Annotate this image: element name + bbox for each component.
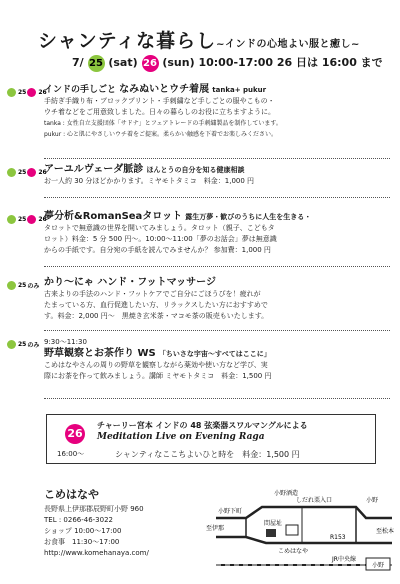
komehanaya-marker <box>286 525 298 535</box>
section-tarot: 夢分析&RomanSeaタロット 露生万夢・歓びのうちに人生を生きる・ タロットで無意識の世界を開いてみましょう。タロット（親子、こどもタ ロット）料金：5 分 500 円～。10:00～11:00「夢のお話会」夢は無意識 からの手紙です。自分宛の手紙を読んでみませんか？ 参加費：1,000 円 <box>44 211 312 254</box>
divider <box>44 398 390 399</box>
day-26-circle: 26 <box>142 55 159 72</box>
page-subtitle: ~インドの心地よい服と癒し~ <box>216 39 360 50</box>
svg-text:こめはなや: こめはなや <box>278 548 309 555</box>
divider <box>44 197 390 198</box>
svg-text:小野下町: 小野下町 <box>218 508 243 515</box>
day-26-circle: 26 <box>65 424 85 444</box>
day-tag: 25 26 <box>7 168 47 177</box>
divider <box>44 266 390 267</box>
access-map <box>206 485 396 573</box>
divider <box>44 330 390 331</box>
svg-text:問屋址: 問屋址 <box>264 520 283 527</box>
svg-text:至松本: 至松本 <box>376 528 395 535</box>
concert-box: 26 チャーリー宮本 インドの 48 弦楽器スワルマングルによる Meditation Live on Evening Raga 16:00～ シャンティなここちよいひと時を 料金：1,500 円 <box>46 414 376 464</box>
mongya-marker <box>266 529 276 537</box>
svg-text:JR中央線: JR中央線 <box>332 556 356 563</box>
day-tag: 25 26 <box>7 88 47 97</box>
svg-text:しだれ栗入口: しだれ栗入口 <box>296 497 333 504</box>
svg-text:小野: 小野 <box>366 497 379 504</box>
svg-text:小野: 小野 <box>372 562 385 569</box>
day-tag: 25 のみ <box>7 281 39 290</box>
section-tenugui: インドの手しごと なみぬいとウチ着展 tanka+ pukur 手紡ぎ手織り布・ブロックプリント・手刺繍など手しごとの服やこもの・ ウチ着などをご用意致しました。日々の暮らしのお役に立ちますように。 tanka : 女性自立支援団体「サドナ」とフェアトレードの手刺繍製品を制作しています。 pukur : 心と肌にやさしいウチ着をご提案。柔らかい触感を下着でお楽しみください。 <box>44 84 282 138</box>
shop-url[interactable]: http://www.komehanaya.com/ <box>44 549 149 557</box>
event-dates: 7/ 25 (sat) 26 (sun) 10:00-17:00 26 日は 16:00 まで <box>72 54 383 72</box>
section-massage: かり～にゃ ハンド・フットマッサージ 古来よりの手法のハンド・フットケアでご自分にごほうびを！疲れが たまっている方、血行促進したい方、リラックスしたい方におすすめで す。料金：2,000 円～ 黒焼き玄米茶・マコモ茶の販売もいたします。 <box>44 277 269 320</box>
divider <box>44 158 390 159</box>
shop-info: 長野県上伊那郡辰野町小野 960 TEL : 0266-46-3022 ショップ 10:00～17:00 お食事 11:30～17:00 http://www.komehanaya.com/ <box>44 505 149 557</box>
page-title: シャンティな暮らし~インドの心地よい服と癒し~ <box>38 30 360 52</box>
section-herb-walk: 9:30～11:30 野草観察とお茶作り WS 「ちいさな宇宙～すべてはここに」 こめはなやさんの周りの野草を観察しながら薬効や使い方など学び、実 際にお茶を作って飲みましょう。講師 ミヤモトタミコ 料金：1,500 円 <box>44 338 272 380</box>
road-r153 <box>216 537 392 543</box>
svg-text:R153: R153 <box>330 534 346 541</box>
shop-name: こめはなや <box>44 488 99 501</box>
svg-text:小野酒造: 小野酒造 <box>274 490 299 497</box>
svg-text:至伊那: 至伊那 <box>206 525 225 532</box>
section-ayurveda: アーユルヴェーダ脈診 ほんとうの自分を知る健康相談 お一人約 30 分ほどかかります。ミヤモトタミコ 料金：1,000 円 <box>44 164 255 185</box>
day-tag: 25 のみ <box>7 340 39 349</box>
road <box>216 507 392 518</box>
day-25-circle: 25 <box>88 55 105 72</box>
day-tag: 25 26 <box>7 215 47 224</box>
